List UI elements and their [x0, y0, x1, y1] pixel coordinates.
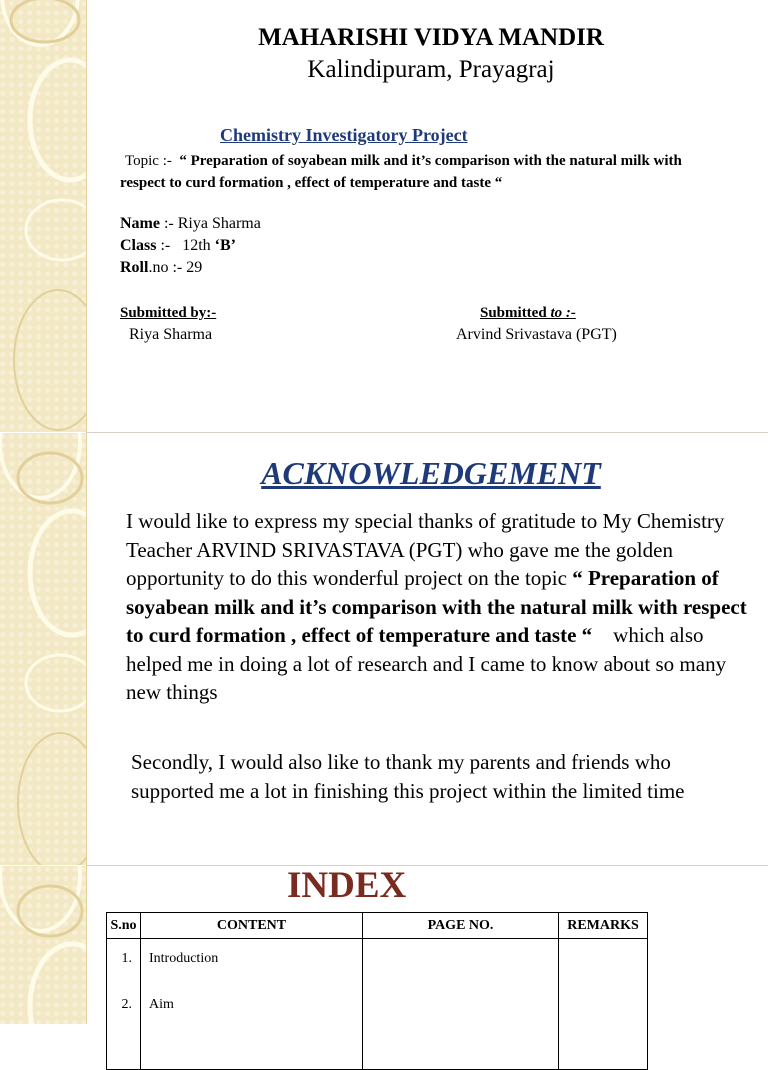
sno-cell: [107, 939, 141, 1070]
table-header-row: [107, 913, 648, 939]
decorative-side-band: [0, 0, 87, 432]
name-value: :- Riya Sharma: [163, 215, 261, 232]
class-row: [120, 237, 236, 255]
para1-start: I would like to express my special thanks of gratitude to My Chemistry Teacher ARVIND SRIVASTAVA (PGT) who gave me the golden opportunity to do this wonderful project on the topic: [126, 509, 725, 590]
submitted-by-value: Riya Sharma: [129, 326, 213, 343]
acknowledgement-title: ACKNOWLEDGEMENT: [261, 455, 601, 491]
name-label: Name: [120, 215, 160, 232]
submitted-to-label: [480, 305, 576, 322]
acknowledgement-paragraph-2: Secondly, I would also like to thank my parents and friends who supported me a lot in finishing this project within the limited time: [131, 750, 685, 803]
cover-page: [0, 0, 768, 432]
student-name-row: [120, 215, 261, 233]
project-topic: [120, 150, 720, 194]
acknowledgement-paragraph-1: [126, 507, 751, 707]
submitted-to-value: Arvind Srivastava (PGT): [456, 326, 617, 343]
row-content: Introduction: [149, 951, 219, 966]
school-name: MAHARISHI VIDYA MANDIR: [258, 24, 604, 51]
content-cell: [141, 939, 363, 1070]
column-header-remarks: REMARKS: [559, 913, 648, 939]
para1-end: which also helped me in doing a lot of research and I came to know about so many new things: [126, 623, 732, 704]
topic-text: “ Preparation of soyabean milk and it’s comparison with the natural milk with respect to curd formation , effect of temperature and taste “: [120, 153, 682, 191]
column-header-sno: S.no: [107, 913, 141, 939]
topic-label: Topic :-: [125, 153, 172, 169]
remarks-cell: [559, 939, 648, 1070]
class-value: :- 12th: [160, 237, 211, 254]
decorative-swirl-icon: [0, 0, 86, 432]
class-label: Class: [120, 237, 157, 254]
submitted-to-label-a: Submitted: [480, 305, 551, 321]
decorative-side-band: [0, 866, 87, 1024]
index-table: [106, 912, 648, 1070]
submitted-to-label-b: to :-: [550, 305, 576, 321]
index-title: INDEX: [287, 865, 407, 906]
page-no-cell: [363, 939, 559, 1070]
decorative-swirl-icon: [0, 866, 86, 1024]
class-section: ‘B’: [214, 237, 236, 254]
row-content: Aim: [149, 997, 174, 1012]
column-header-content: CONTENT: [141, 913, 363, 939]
rollno-label: Roll: [120, 259, 149, 276]
submitted-by-label: Submitted by:-: [120, 305, 217, 321]
school-location: Kalindipuram, Prayagraj: [307, 56, 555, 83]
project-title: Chemistry Investigatory Project: [220, 125, 468, 145]
para1-topic: “ Preparation of soyabean milk and it’s comparison with the natural milk with respect to curd formation , effect of temperature and taste “: [126, 566, 747, 647]
rollno-value: :- 29: [172, 259, 203, 276]
decorative-swirl-icon: [0, 433, 86, 865]
row-sno: 1.: [121, 951, 132, 966]
table-row: [107, 939, 648, 1070]
row-sno: 2.: [121, 997, 132, 1012]
column-header-page-no: PAGE NO.: [363, 913, 559, 939]
rollno-label-rest: .no: [148, 259, 169, 276]
decorative-side-band: [0, 433, 87, 865]
roll-number-row: [120, 259, 202, 277]
